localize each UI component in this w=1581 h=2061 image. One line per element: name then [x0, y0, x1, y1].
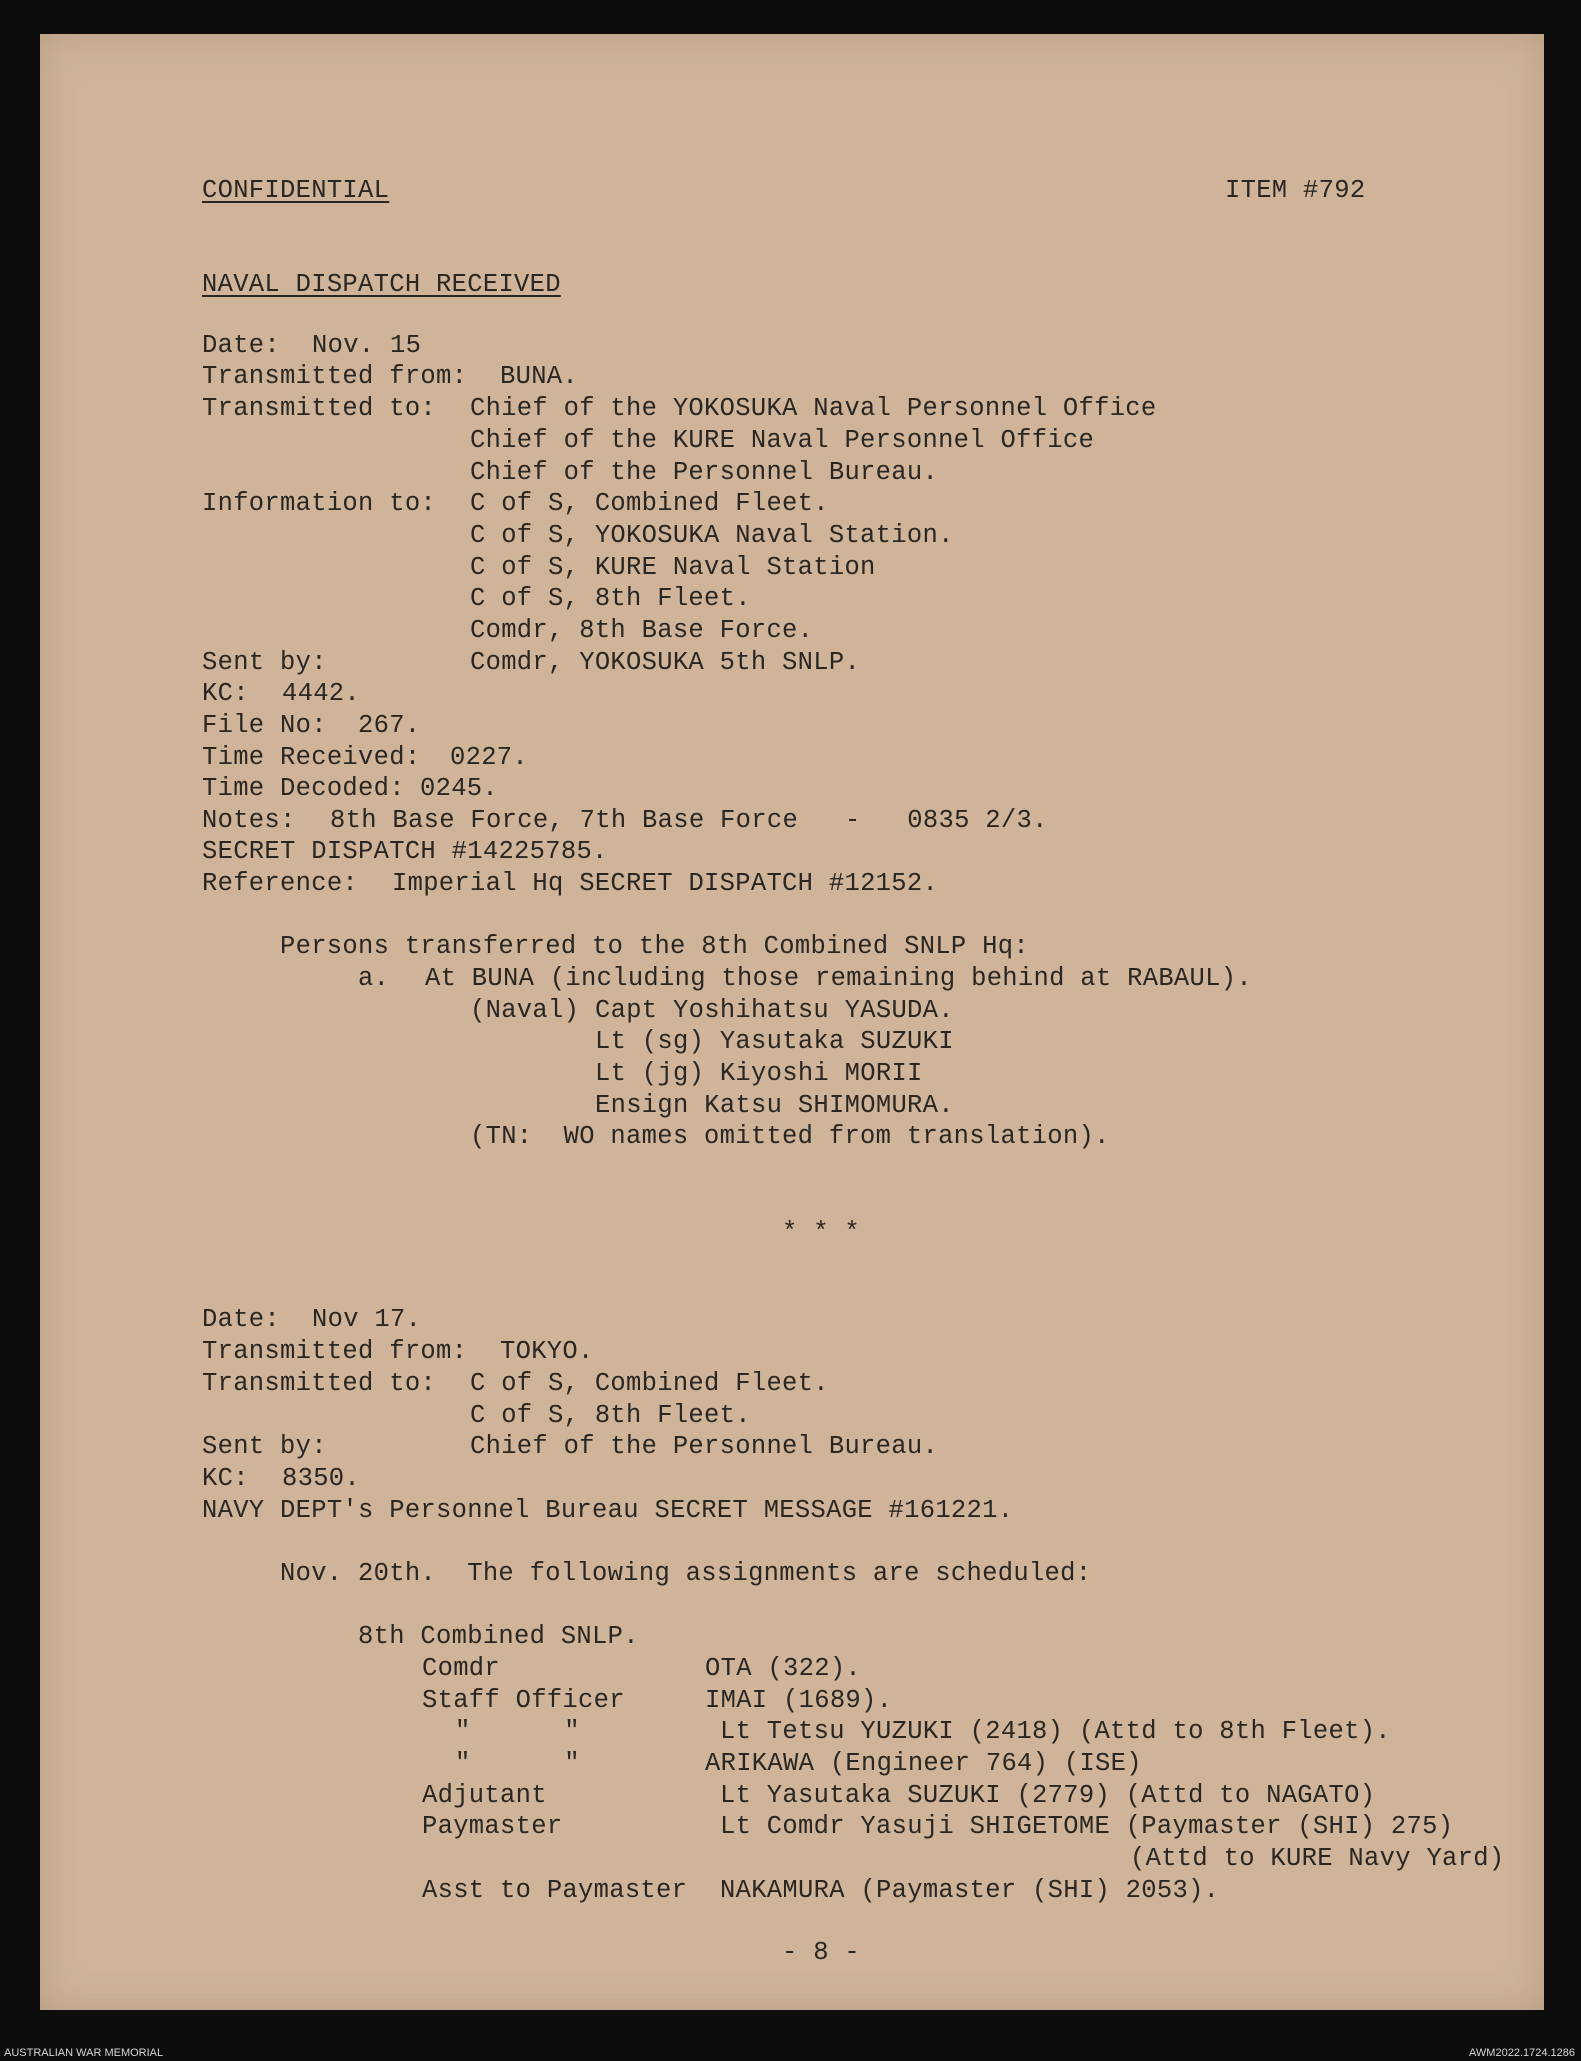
- assignment-role: " ": [455, 1749, 580, 1778]
- d2-from-label: Transmitted from:: [202, 1337, 468, 1366]
- d2-date-label: Date:: [202, 1305, 281, 1334]
- d1-kc: 4442.: [282, 679, 361, 708]
- assignment-role: Paymaster: [422, 1812, 563, 1841]
- d1-tn-note: (TN: WO names omitted from translation).: [470, 1122, 1110, 1151]
- d1-from: BUNA.: [500, 362, 579, 391]
- d1-received-label: Time Received:: [202, 743, 421, 772]
- d1-info-line: C of S, YOKOSUKA Naval Station.: [470, 521, 954, 550]
- d2-to-label: Transmitted to:: [202, 1369, 437, 1398]
- assignment-name: ARIKAWA (Engineer 764) (ISE): [705, 1749, 1142, 1778]
- d1-persons-intro: Persons transferred to the 8th Combined SNLP Hq:: [280, 932, 1029, 961]
- d1-info-label: Information to:: [202, 489, 437, 518]
- page-number: - 8 -: [782, 1938, 861, 1967]
- d1-to-label: Transmitted to:: [202, 394, 437, 423]
- section-separator: * * *: [782, 1218, 861, 1247]
- d1-date-label: Date:: [202, 331, 281, 360]
- d1-received: 0227.: [450, 743, 529, 772]
- assignment-role: Adjutant: [422, 1781, 547, 1810]
- d1-person: Capt Yoshihatsu YASUDA.: [595, 996, 954, 1025]
- d1-to-line: Chief of the Personnel Bureau.: [470, 458, 939, 487]
- assignment-name: Lt Comdr Yasuji SHIGETOME (Paymaster (SHI) 275): [720, 1812, 1454, 1841]
- assignment-name: IMAI (1689).: [705, 1686, 893, 1715]
- d1-naval-label: (Naval): [470, 996, 580, 1025]
- classification-label: CONFIDENTIAL: [202, 176, 390, 205]
- assignment-role: Staff Officer: [422, 1686, 625, 1715]
- d1-to-line: Chief of the KURE Naval Personnel Office: [470, 426, 1095, 455]
- assignment-role: Asst to Paymaster: [422, 1876, 688, 1905]
- assignment-name: (Attd to KURE Navy Yard): [1130, 1844, 1505, 1873]
- footer-accession: AWM2022.1724.1286: [1469, 2047, 1575, 2059]
- d2-date: Nov 17.: [312, 1305, 422, 1334]
- d1-from-label: Transmitted from:: [202, 362, 468, 391]
- d1-info-line: C of S, Combined Fleet.: [470, 489, 829, 518]
- d1-file-label: File No:: [202, 711, 327, 740]
- d1-sent-label: Sent by:: [202, 648, 327, 677]
- d1-info-line: C of S, KURE Naval Station: [470, 553, 876, 582]
- d2-message: NAVY DEPT's Personnel Bureau SECRET MESSAGE #161221.: [202, 1496, 1014, 1525]
- assignment-name: Lt Tetsu YUZUKI (2418) (Attd to 8th Fleet).: [720, 1717, 1391, 1746]
- d1-to-line: Chief of the YOKOSUKA Naval Personnel Office: [470, 394, 1157, 423]
- d1-person: Ensign Katsu SHIMOMURA.: [595, 1091, 954, 1120]
- d2-to-line: C of S, 8th Fleet.: [470, 1401, 751, 1430]
- footer-source: AUSTRALIAN WAR MEMORIAL: [4, 2047, 164, 2059]
- d1-notes-label: Notes:: [202, 806, 296, 835]
- assignment-role: " ": [455, 1717, 580, 1746]
- d1-ref-label: Reference:: [202, 869, 359, 898]
- assignment-name: Lt Yasutaka SUZUKI (2779) (Attd to NAGATO): [720, 1781, 1376, 1810]
- assignment-role: Comdr: [422, 1654, 501, 1683]
- d1-persons-a: At BUNA (including those remaining behind at RABAUL).: [425, 964, 1252, 993]
- assignment-name: NAKAMURA (Paymaster (SHI) 2053).: [720, 1876, 1220, 1905]
- d1-persons-a-marker: a.: [358, 964, 390, 993]
- d2-unit: 8th Combined SNLP.: [358, 1622, 639, 1651]
- d1-decoded-label: Time Decoded:: [202, 774, 405, 803]
- d2-from: TOKYO.: [500, 1337, 594, 1366]
- d1-secret: SECRET DISPATCH #14225785.: [202, 837, 608, 866]
- d1-decoded: 0245.: [420, 774, 499, 803]
- d2-kc: 8350.: [282, 1464, 361, 1493]
- d1-ref: Imperial Hq SECRET DISPATCH #12152.: [392, 869, 939, 898]
- d2-sent-label: Sent by:: [202, 1432, 327, 1461]
- d1-info-line: C of S, 8th Fleet.: [470, 584, 751, 613]
- d2-sent: Chief of the Personnel Bureau.: [470, 1432, 939, 1461]
- assignment-name: OTA (322).: [705, 1654, 862, 1683]
- document-title: NAVAL DISPATCH RECEIVED: [202, 270, 561, 299]
- d1-notes: 8th Base Force, 7th Base Force - 0835 2/3.: [330, 806, 1048, 835]
- d1-date: Nov. 15: [312, 331, 422, 360]
- d2-to-line: C of S, Combined Fleet.: [470, 1369, 829, 1398]
- d1-person: Lt (sg) Yasutaka SUZUKI: [595, 1027, 954, 1056]
- d1-kc-label: KC:: [202, 679, 249, 708]
- d2-kc-label: KC:: [202, 1464, 249, 1493]
- d1-person: Lt (jg) Kiyoshi MORII: [595, 1059, 923, 1088]
- item-number: ITEM #792: [1225, 176, 1366, 205]
- d1-sent: Comdr, YOKOSUKA 5th SNLP.: [470, 648, 861, 677]
- d2-intro: Nov. 20th. The following assignments are scheduled:: [280, 1559, 1092, 1588]
- d1-file: 267.: [358, 711, 421, 740]
- d1-info-line: Comdr, 8th Base Force.: [470, 616, 814, 645]
